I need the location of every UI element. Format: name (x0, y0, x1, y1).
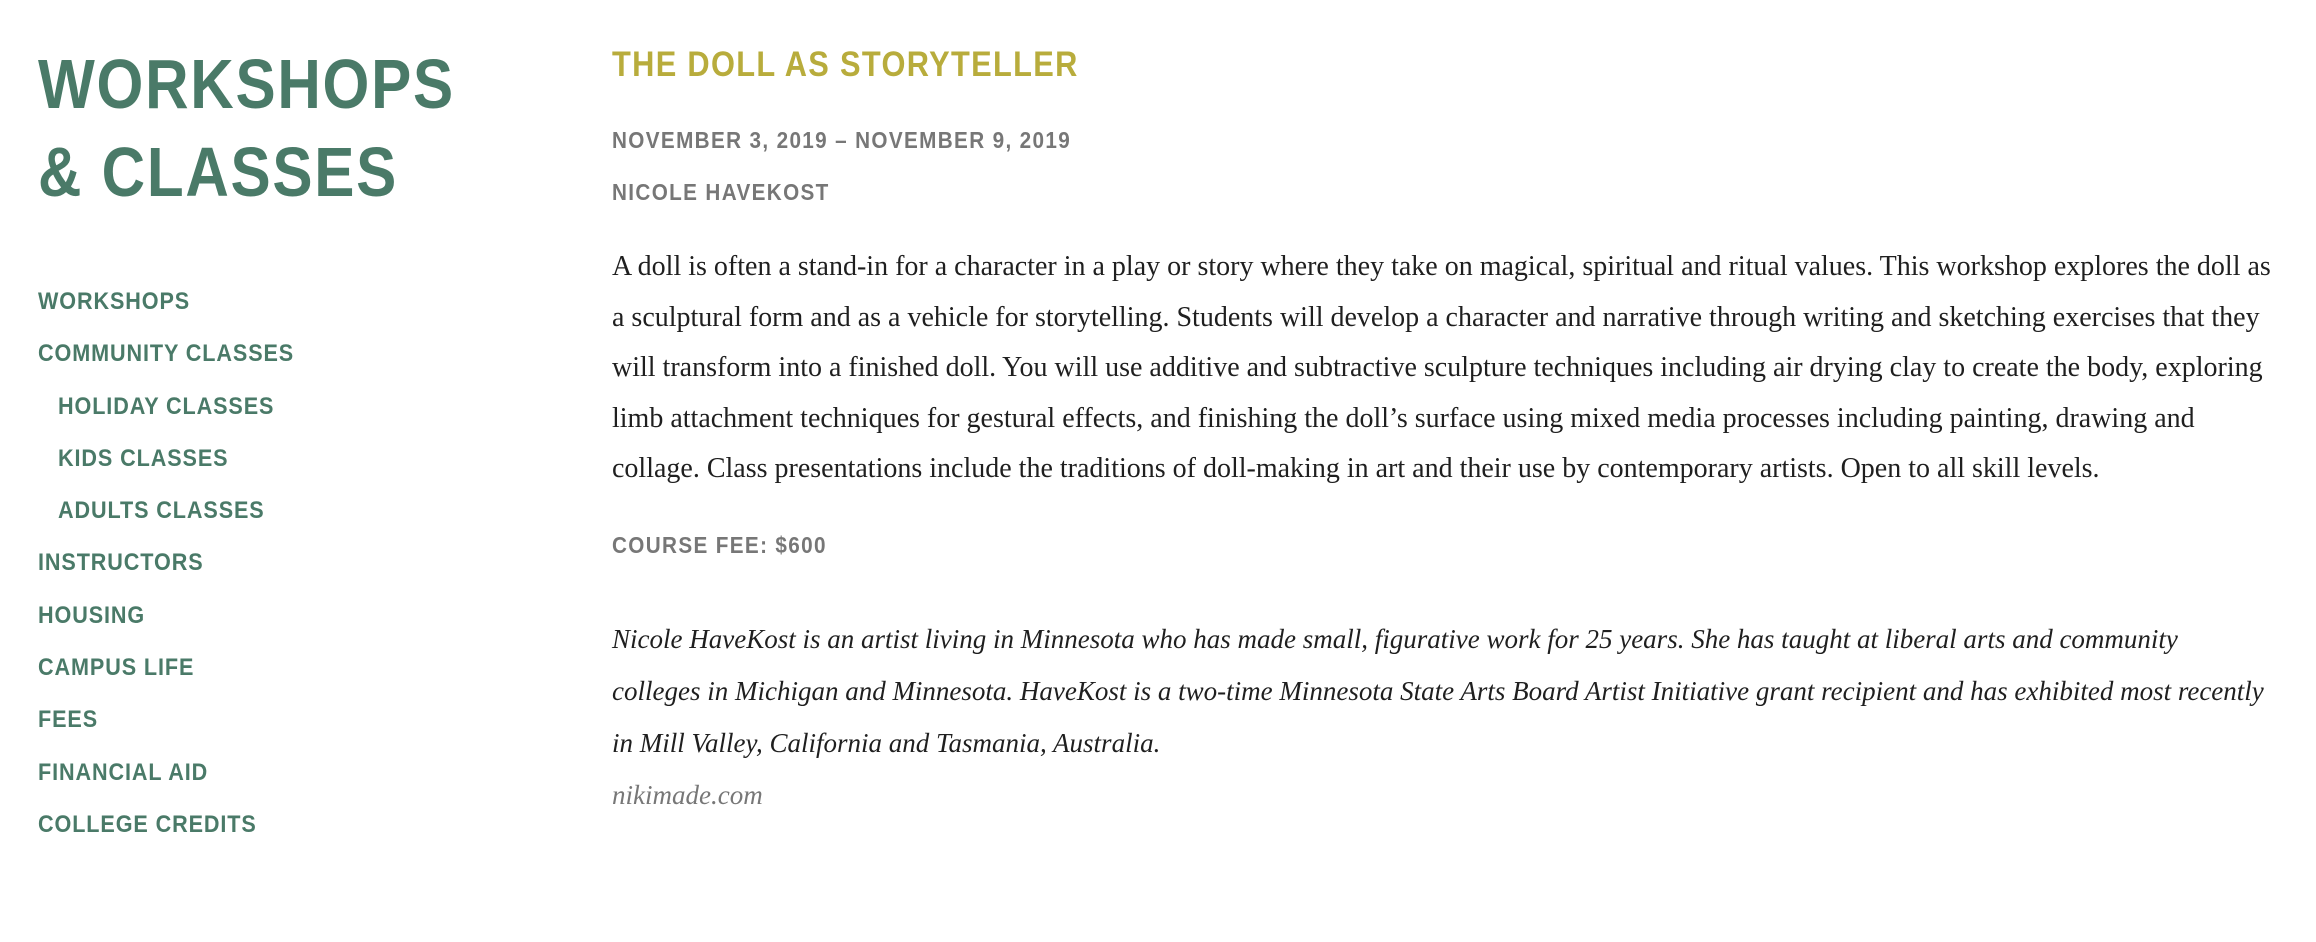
nav-item-label: WORKSHOPS (38, 288, 191, 315)
nav-item-financial-aid[interactable] (38, 747, 558, 799)
nav-item-fees[interactable] (38, 694, 558, 746)
nav-item-workshops[interactable] (38, 276, 558, 328)
nav-item-label: HOLIDAY CLASSES (58, 392, 275, 420)
course-fee: COURSE FEE: $600 (612, 531, 827, 558)
page-title (38, 40, 485, 216)
nav-item-community-classes[interactable] (38, 328, 558, 380)
workshop-title: THE DOLL AS STORYTELLER (612, 45, 1079, 84)
instructor-website-link[interactable]: nikimade.com (612, 779, 763, 810)
nav-item-label: COLLEGE CREDITS (38, 810, 257, 838)
nav-item-label: COMMUNITY CLASSES (38, 340, 295, 368)
nav-item-label: HOUSING (38, 601, 146, 629)
nav-item-kids-classes[interactable] (38, 433, 558, 485)
nav-item-housing[interactable] (38, 590, 558, 642)
workshop-content (612, 40, 2272, 821)
nav-item-college-credits[interactable] (38, 799, 558, 851)
nav-item-label: FEES (38, 706, 99, 734)
nav-item-label: CAMPUS LIFE (38, 654, 195, 682)
instructor-bio: Nicole HaveKost is an artist living in Minnesota who has made small, figurative work for 25 years. She has taught at liberal arts and community colleges in Michigan and Minnesota. HaveKost is a two-time Minnesota State Arts Board Artist Initiative grant recipient and has exhibited most recently in Mill Valley, California and Tasmania, Australia. (612, 623, 2264, 758)
workshop-instructor: NICOLE HAVEKOST (612, 179, 830, 205)
nav-item-label: FINANCIAL AID (38, 758, 209, 786)
page-title-line-2: & CLASSES (38, 133, 399, 211)
nav-item-label: INSTRUCTORS (38, 549, 204, 577)
nav-item-label: ADULTS CLASSES (58, 497, 265, 525)
nav-item-campus-life[interactable] (38, 642, 558, 694)
nav-item-instructors[interactable] (38, 537, 558, 589)
nav-item-adults-classes[interactable] (38, 485, 558, 537)
sidebar (38, 40, 558, 851)
nav-item-holiday-classes[interactable] (38, 381, 558, 433)
workshop-description: A doll is often a stand-in for a character in a play or story where they take on magical, spiritual and ritual values. This workshop explores the doll as a sculptural form and as a vehicle for storytelling. Students will develop a character and narrative through writing and sketching exercises that they will transform into a finished doll. You will use additive and subtractive sculpture techniques including air drying clay to create the body, exploring limb attachment techniques for gestural effects, and finishing the doll’s surface using mixed media processes including painting, drawing and collage. Class presentations include the traditions of doll-making in art and their use by contemporary artists. Open to all skill levels. (612, 251, 2271, 484)
nav-item-label: KIDS CLASSES (58, 444, 229, 472)
workshop-dates: NOVEMBER 3, 2019 – NOVEMBER 9, 2019 (612, 127, 1072, 153)
sidebar-nav (38, 276, 558, 851)
page-title-line-1: WORKSHOPS (38, 45, 455, 123)
